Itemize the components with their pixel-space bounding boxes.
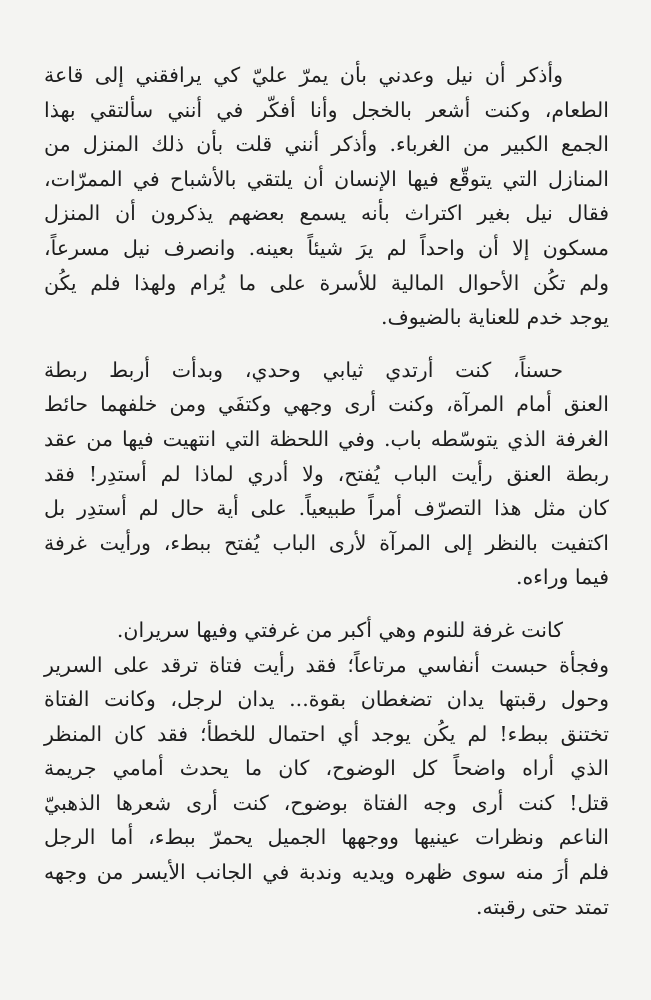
text-line: الغرفة الذي يتوسّطه باب. وفي اللحظة التي انتهيت فيها من عقد xyxy=(44,426,609,451)
text-line: فلم أرَ منه سوى ظهره ويديه وندبة في الجانب الأيسر من وجهه xyxy=(44,860,609,885)
text-line: المنازل التي يتوقّع فيها الإنسان أن يلتقي بالأشباح في الممرّات، xyxy=(44,166,609,191)
text-line: تختنق ببطء! لم يكُن يوجد أي احتمال للخطأ؛ فقد كان المنظر xyxy=(44,721,609,746)
paragraph-1 xyxy=(44,58,609,335)
text-line: كان مثل هذا التصرّف أمراً طبيعياً. على أية حال لم أستدِر بل xyxy=(44,496,609,521)
text-line: قتل! كنت أرى وجه الفتاة بوضوح، كنت أرى شعرها الذهبيّ xyxy=(44,790,609,815)
text-line: حسناً، كنت أرتدي ثيابي وحدي، وبدأت أربط ربطة xyxy=(44,357,563,382)
text-line: الجمع الكبير من الغرباء. وأذكر أنني قلت بأن ذلك المنزل من xyxy=(44,132,609,157)
paragraph-3 xyxy=(44,613,609,924)
text-line: وأذكر أن نيل وعدني بأن يمرّ عليّ كي يرافقني إلى قاعة xyxy=(44,63,563,87)
text-line: فقال نيل بغير اكتراث بأنه يسمع بعضهم يذكرون أن المنزل xyxy=(44,201,609,226)
text-line: الطعام، وكنت أشعر بالخجل وأنا أفكّر في أنني سألتقي بهذا xyxy=(44,97,609,122)
text-line: ولم تكُن الأحوال المالية للأسرة على ما يُرام ولهذا فلم يكُن xyxy=(44,270,609,295)
text-line: تمتد حتى رقبته. xyxy=(475,894,609,919)
text-line: الناعم ونظرات عينيها ووجهها الجميل يحمرّ ببطء، أما الرجل xyxy=(44,825,609,850)
text-line: العنق أمام المرآة، وكنت أرى وجهي وكتفَي ومن خلفهما حائط xyxy=(44,392,609,417)
text-line: اكتفيت بالنظر إلى المرآة لأرى الباب يُفتح ببطء، ورأيت غرفة xyxy=(44,530,609,555)
text-line: كانت غرفة للنوم وهي أكبر من غرفتي وفيها سريران. xyxy=(116,617,563,642)
text-line: فيما وراءه. xyxy=(516,565,609,590)
text-line: ربطة العنق رأيت الباب يُفتح، ولا أدري لماذا لم أستدِر! فقد xyxy=(44,461,609,486)
text-line: وفجأة حبست أنفاسي مرتاعاً؛ فقد رأيت فتاة ترقد على السرير xyxy=(44,652,609,677)
paragraph-2 xyxy=(44,353,609,595)
text-line: وحول رقبتها يدان تضغطان بقوة... يدان لرجل، وكانت الفتاة xyxy=(44,687,609,712)
text-line: مسكون إلا أن واحداً لم يرَ شيئاً بعينه. وانصرف نيل مسرعاً، xyxy=(44,235,609,260)
text-line: الذي أراه واضحاً كل الوضوح، كان ما يحدث أمامي جريمة xyxy=(44,756,609,781)
text-line: يوجد خدم للعناية بالضيوف. xyxy=(381,305,609,330)
